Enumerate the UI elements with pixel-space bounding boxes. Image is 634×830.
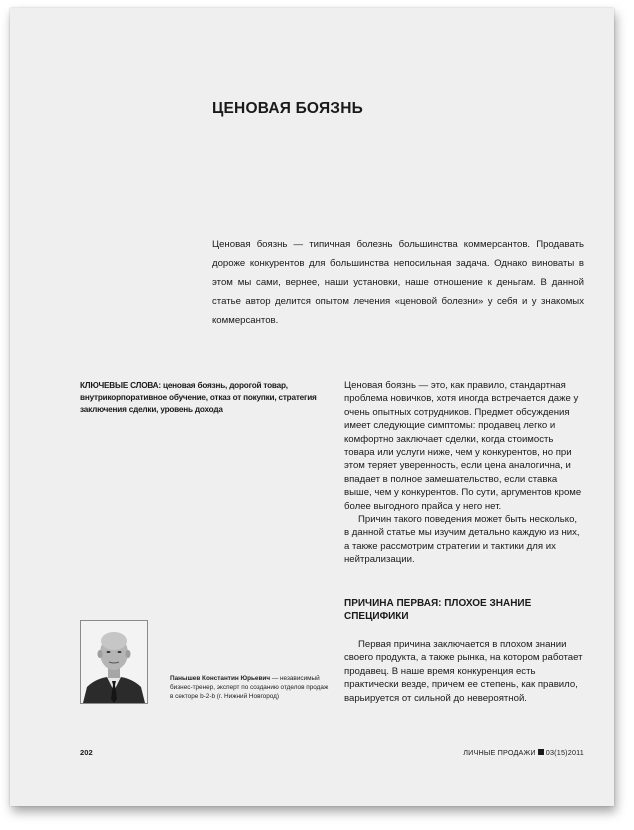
author-description: — независимый бизнес-тренер, эксперт по созданию отделов продаж в секторе b-2-b (г. Нижний Новгород) (170, 675, 329, 701)
keywords-label: КЛЮЧЕВЫЕ СЛОВА: (80, 381, 161, 390)
magazine-page (10, 8, 614, 806)
section-heading: ПРИЧИНА ПЕРВАЯ: ПЛОХОЕ ЗНАНИЕ СПЕЦИФИКИ (344, 598, 532, 622)
author-name: Панышев Константин Юрьевич (170, 675, 271, 682)
body-paragraph-1: Ценовая боязнь — это, как правило, стандартная проблема новичков, хотя иногда встречается даже у очень опытных сотрудников. Предмет обсуждения имеет следующие симптомы: продавец легко и комфортно заключает сделки, когда стоимость товара или услуги ниже, чем у конкурентов, но при этом теряет уверенность, если цена аналогична, и впадает в полное замешательство, если ставка выше, чем у конкурентов. По сути, аргументов кроме более выгодного прайса у него нет. (344, 380, 582, 512)
author-photo (80, 620, 148, 704)
author-caption (170, 674, 330, 702)
magazine-name: ЛИЧНЫЕ ПРОДАЖИ (463, 748, 536, 757)
page-number: 202 (80, 748, 93, 757)
running-footer (463, 748, 584, 757)
body-paragraph-3: Первая причина заключается в плохом знании своего продукта, а также рынка, на котором работает продавец. В наше время конкуренция есть практически везде, причем ее степень, как правило, варьируется от сильной до невероятной. (344, 639, 583, 704)
article-title: ЦЕНОВАЯ БОЯЗНЬ (212, 100, 363, 117)
body-column (344, 379, 584, 567)
body-paragraph-2: Причин такого поведения может быть несколько, в данной статье мы изучим детально каждую из них, а также рассмотрим стратегии и тактики для их нейтрализации. (344, 514, 580, 566)
keywords-block (80, 380, 318, 416)
issue-number: 03(15)2011 (545, 748, 584, 757)
keywords-list: ценовая боязнь, дорогой товар, внутрикорпоративное обучение, отказ от покупки, стратегия заключения сделки, уровень дохода (80, 381, 317, 414)
author-portrait-icon (81, 621, 147, 703)
square-bullet-icon (538, 749, 544, 755)
article-lead: Ценовая боязнь — типичная болезнь большинства коммерсантов. Продавать дороже конкурентов для большинства непосильная задача. Однако виноваты в этом мы сами, вернее, наши установки, наше отношение к деньгам. В данной статье автор делится опытом лечения «ценовой болезни» у себя и у знакомых коммерсантов. (212, 239, 584, 326)
